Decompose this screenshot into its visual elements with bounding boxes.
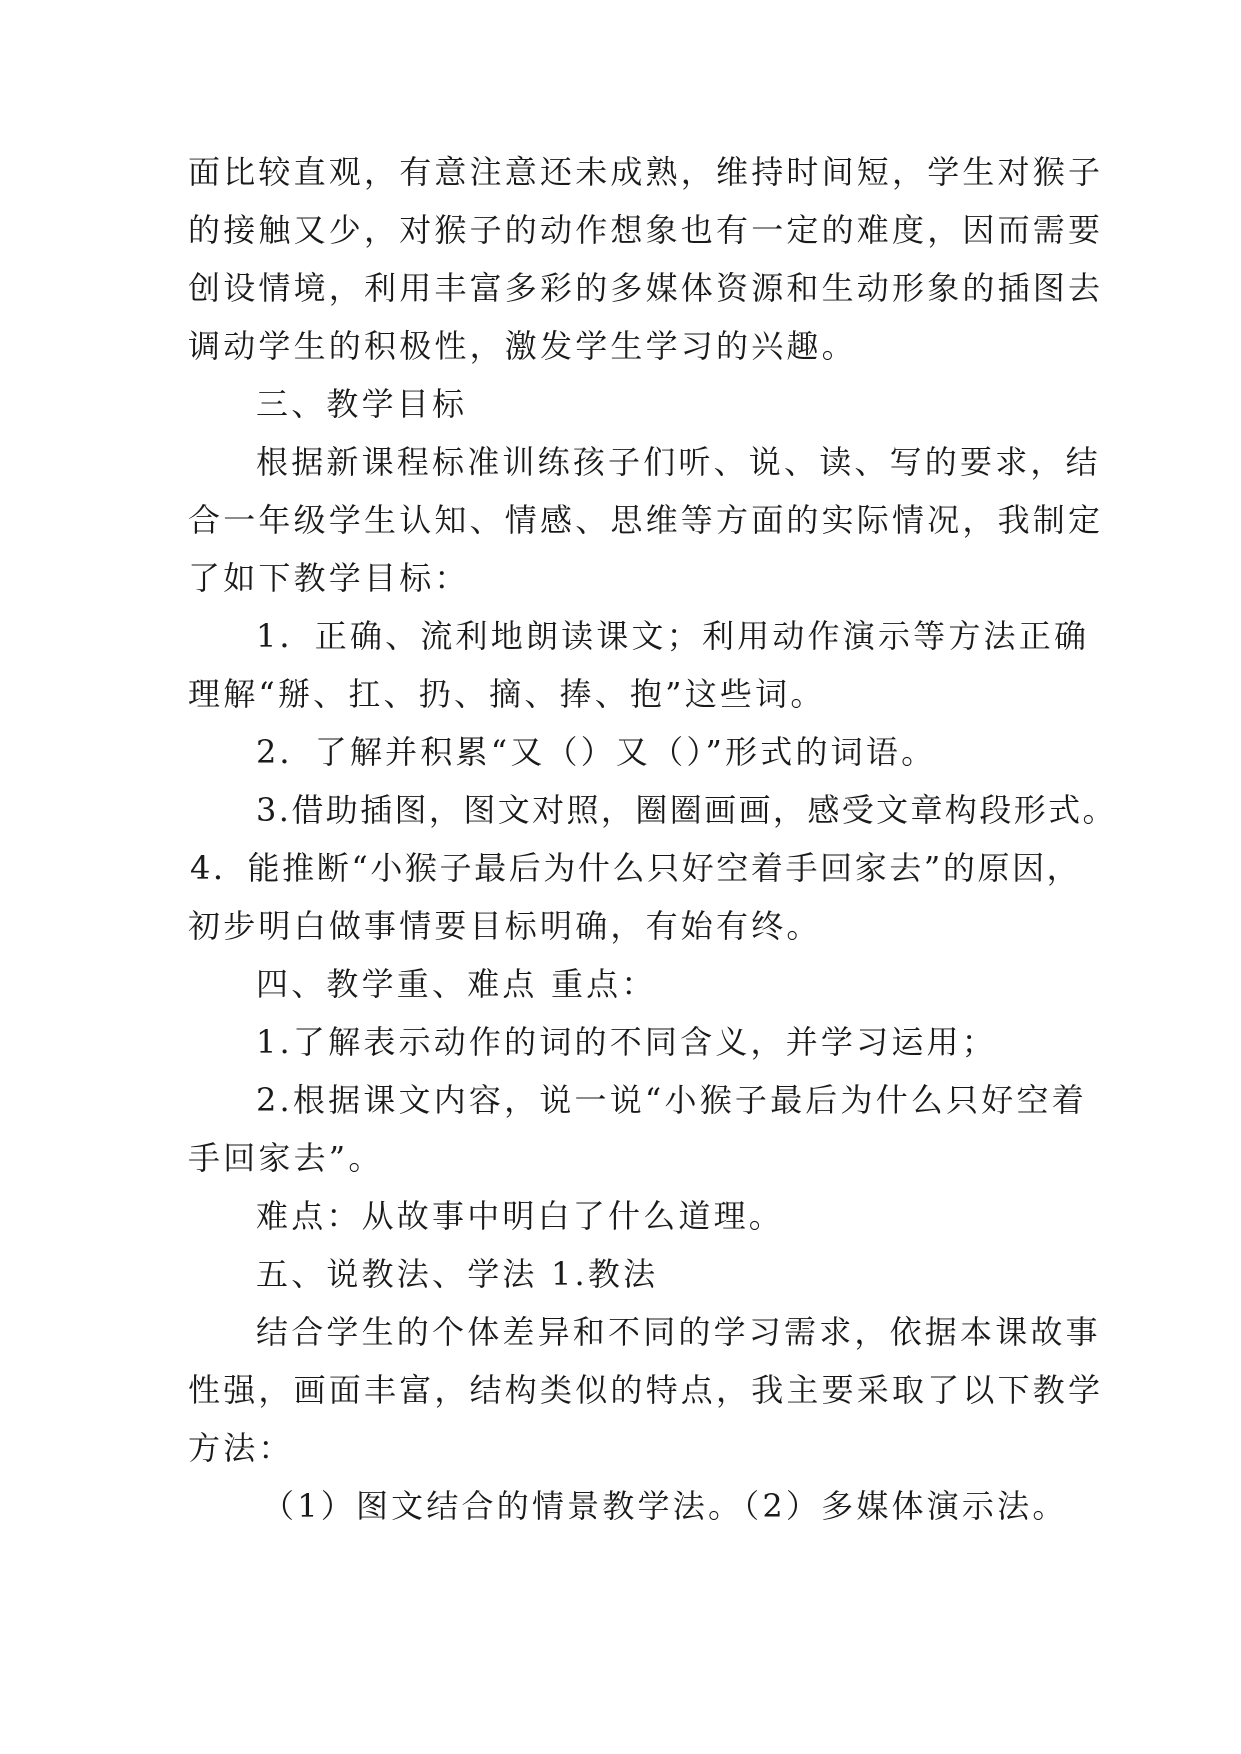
paragraph-line: 性强，画面丰富，结构类似的特点，我主要采取了以下教学 <box>188 1371 1104 1409</box>
list-item: 3.借助插图，图文对照，圈圈画画，感受文章构段形式。 <box>256 791 1117 829</box>
list-item: 2．了解并积累“又（）又（）”形式的词语。 <box>256 733 937 771</box>
list-item: 4．能推断“小猴子最后为什么只好空着手回家去”的原因， <box>190 849 1082 887</box>
paragraph-line: 创设情境，利用丰富多彩的多媒体资源和生动形象的插图去 <box>188 269 1104 307</box>
paragraph-line: 合一年级学生认知、情感、思维等方面的实际情况，我制定 <box>188 501 1104 539</box>
section-heading-methods: 五、说教法、学法 1.教法 <box>256 1255 659 1293</box>
paragraph-line: 理解“掰、扛、扔、摘、捧、抱”这些词。 <box>188 675 826 713</box>
section-heading-objectives: 三、教学目标 <box>256 385 468 423</box>
paragraph-line: 根据新课程标准训练孩子们听、说、读、写的要求，结 <box>256 443 1101 481</box>
paragraph-line: （1）图文结合的情景教学法。（2）多媒体演示法。 <box>262 1487 1068 1525</box>
list-item: 1．正确、流利地朗读课文；利用动作演示等方法正确 <box>256 617 1090 655</box>
list-item: 1.了解表示动作的词的不同含义，并学习运用； <box>256 1023 997 1061</box>
list-item: 2.根据课文内容，说一说“小猴子最后为什么只好空着 <box>256 1081 1087 1119</box>
paragraph-line: 的接触又少，对猴子的动作想象也有一定的难度，因而需要 <box>188 211 1104 249</box>
section-heading-key-points: 四、教学重、难点 重点： <box>256 965 657 1003</box>
paragraph-line: 难点：从故事中明白了什么道理。 <box>256 1197 785 1235</box>
paragraph-line: 初步明白做事情要目标明确，有始有终。 <box>188 907 822 945</box>
paragraph-line: 手回家去”。 <box>188 1139 384 1177</box>
paragraph-line: 方法： <box>188 1429 294 1467</box>
paragraph-line: 了如下教学目标： <box>188 559 470 597</box>
paragraph-line: 调动学生的积极性，激发学生学习的兴趣。 <box>188 327 857 365</box>
paragraph-line: 面比较直观，有意注意还未成熟，维持时间短，学生对猴子 <box>188 153 1104 191</box>
paragraph-line: 结合学生的个体差异和不同的学习需求，依据本课故事 <box>256 1313 1101 1351</box>
